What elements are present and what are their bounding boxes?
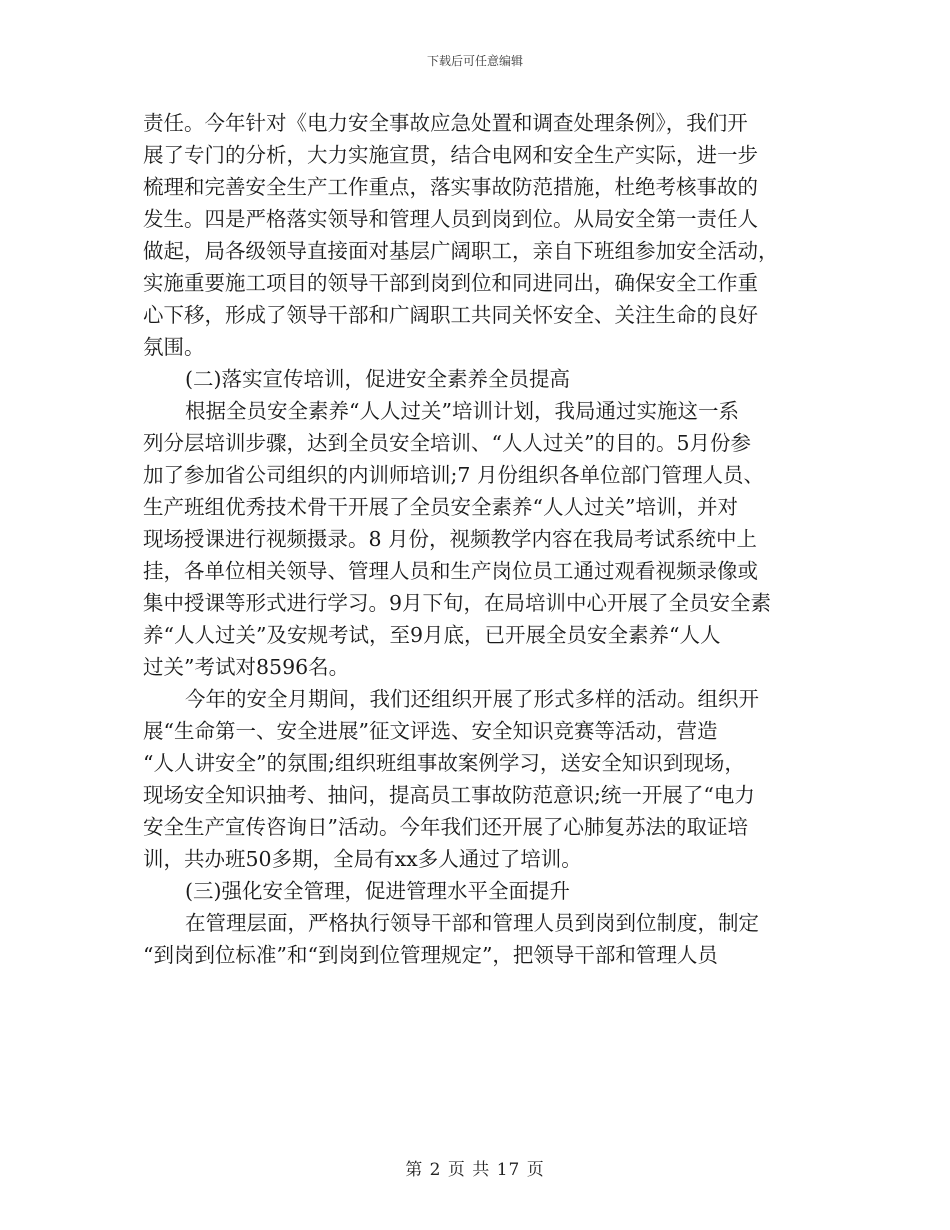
text-line: 现场授课进行视频摄录。8 月份，视频教学内容在我局考试系统中上	[143, 527, 758, 551]
text-line: (二)落实宣传培训，促进安全素养全员提高	[185, 367, 570, 391]
text-line: 现场安全知识抽考、抽问，提高员工事故防范意识;统一开展了“电力	[143, 783, 755, 807]
text-line: 做起，局各级领导直接面对基层广阔职工，亲自下班组参加安全活动，	[143, 239, 779, 263]
text-line: 生产班组优秀技术骨干开展了全员安全素养“人人过关”培训，并对	[143, 495, 738, 519]
text-line: 责任。今年针对《电力安全事故应急处置和调查处理条例》，我们开	[143, 111, 748, 135]
text-line: “人人讲安全”的氛围;组织班组事故案例学习，送安全知识到现场，	[143, 751, 745, 775]
text-line: 实施重要施工项目的领导干部到岗到位和同进同出，确保安全工作重	[143, 271, 758, 295]
text-line: 加了参加省公司组织的内训师培训;7 月份组织各单位部门管理人员、	[143, 463, 764, 487]
text-line: 根据全员安全素养“人人过关”培训计划，我局通过实施这一系	[185, 399, 739, 423]
text-line: 今年的安全月期间，我们还组织开展了形式多样的活动。组织开	[185, 687, 759, 711]
page-number: 第 2 页 共 17 页	[405, 1160, 545, 1180]
text-line: “到岗到位标准”和“到岗到位管理规定”，把领导干部和管理人员	[143, 943, 718, 967]
text-line: 在管理层面，严格执行领导干部和管理人员到岗到位制度，制定	[185, 911, 759, 935]
text-line: 养“人人过关”及安规考试，至9月底，已开展全员安全素养“人人	[143, 623, 721, 647]
text-line: 列分层培训步骤，达到全员安全培训、“人人过关”的目的。5月份参	[143, 431, 752, 455]
text-line: 展了专门的分析，大力实施宣贯，结合电网和安全生产实际，进一步	[143, 143, 758, 167]
text-line: 过关”考试对8596名。	[143, 655, 350, 679]
text-line: 发生。四是严格落实领导和管理人员到岗到位。从局安全第一责任人	[143, 207, 758, 231]
text-line: 训，共办班50多期，全局有xx多人通过了培训。	[143, 847, 582, 871]
text-line: 心下移，形成了领导干部和广阔职工共同关怀安全、关注生命的良好	[143, 303, 758, 327]
text-line: 集中授课等形式进行学习。9月下旬，在局培训中心开展了全员安全素	[143, 591, 772, 615]
document-body	[143, 107, 811, 971]
text-line: 梳理和完善安全生产工作重点，落实事故防范措施，杜绝考核事故的	[143, 175, 758, 199]
text-line: 展“生命第一、安全进展”征文评选、安全知识竞赛等活动，营造	[143, 719, 718, 743]
text-line: (三)强化安全管理，促进管理水平全面提升	[185, 879, 570, 903]
text-line: 挂，各单位相关领导、管理人员和生产岗位员工通过观看视频录像或	[143, 559, 758, 583]
text-line: 安全生产宣传咨询日”活动。今年我们还开展了心肺复苏法的取证培	[143, 815, 748, 839]
text-line: 氛围。	[143, 335, 205, 359]
page-header: 下载后可任意编辑	[426, 54, 523, 68]
